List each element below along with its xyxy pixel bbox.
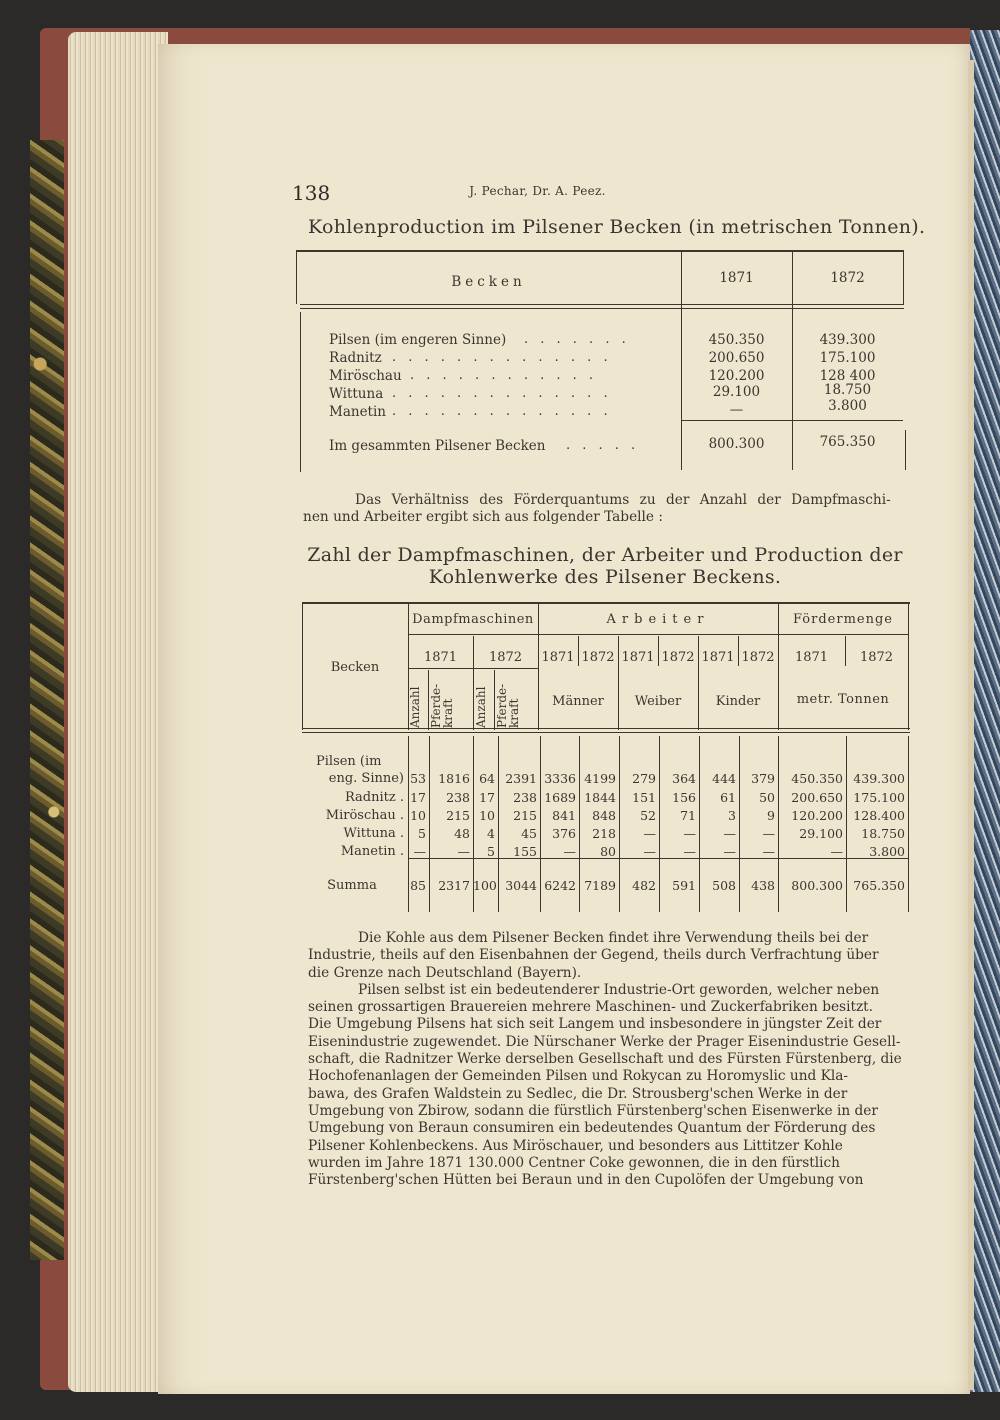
body-line: bawa, des Grafen Waldstein zu Sedlec, die Dr. Strousberg'schen Werke in der (308, 1085, 848, 1102)
table1-total-name: Im gesammten Pilsener Becken (329, 438, 546, 454)
table2-cell: — (413, 844, 426, 859)
table2-sum-cell: 591 (672, 878, 696, 893)
table1-cell: 120.200 (708, 368, 765, 384)
table2-cell: — (723, 844, 736, 859)
table2-sum-cell: 800.300 (791, 878, 843, 893)
table1-row-name: Wittuna (329, 386, 384, 402)
table2-cell: 120.200 (791, 808, 843, 823)
table2-cell: 156 (672, 790, 696, 805)
table2-cell: 48 (454, 826, 470, 841)
table2-row-name: Radnitz . (344, 790, 404, 805)
page-edges (68, 32, 168, 1392)
intro-line: nen und Arbeiter ergibt sich aus folgender Tabelle : (303, 509, 663, 526)
table1-cell: 200.650 (708, 350, 765, 366)
table2-sum-cell: 482 (632, 878, 656, 893)
table2-cell: 3.800 (869, 844, 905, 859)
table1-header-becken: Becken (451, 274, 526, 290)
table1-cell: 18.750 (823, 382, 872, 398)
table2-cell: 18.750 (861, 826, 905, 841)
table1-cell: 439.300 (819, 332, 876, 348)
table2-year: 1872 (661, 650, 695, 665)
table2-cell: 376 (552, 826, 576, 841)
table2-row-name: eng. Sinne) (328, 771, 404, 786)
table1-total-cell: 765.350 (819, 434, 876, 450)
table1-cell: 175.100 (819, 350, 876, 366)
table2-year: 1871 (541, 650, 575, 665)
table2-cell: — (643, 826, 656, 841)
table2-cell: 3 (728, 808, 736, 823)
table1-row-name: Pilsen (im engeren Sinne) (329, 332, 507, 348)
table2-cell: 9 (767, 808, 775, 823)
table2-cell: 4199 (584, 771, 616, 786)
table2-cell: 215 (513, 808, 537, 823)
table2-title (300, 544, 910, 588)
table2-cell: 364 (672, 771, 696, 786)
table2-cell: 439.300 (853, 771, 905, 786)
table2-cell: — (683, 826, 696, 841)
body-line: Umgebung von Beraun consumiren ein bedeutendes Quantum der Förderung des (308, 1120, 876, 1137)
table2-sum-cell: 6242 (544, 878, 576, 893)
table2-sub-anzahl: Anzahl (408, 686, 422, 728)
table2-cell: — (762, 844, 775, 859)
table2-header-dampf: Dampfmaschinen (412, 612, 534, 627)
leader-dots: . . . . . . . . . . . . . . (392, 404, 612, 419)
body-line: Eisenindustrie zugewendet. Die Nürschaner Werke der Prager Eisenindustrie Gesell- (308, 1033, 901, 1050)
table2-cell: — (683, 844, 696, 859)
table2-row-name: Miröschau . (325, 808, 404, 823)
table2-cell: 52 (640, 808, 656, 823)
body-line: Fürstenberg'schen Hütten bei Beraun und in den Cupolöfen der Umgebung von (308, 1172, 864, 1189)
table2-cell: 175.100 (853, 790, 905, 805)
table2-cell: — (643, 844, 656, 859)
table1-cell: 450.350 (708, 332, 765, 348)
table2-year: 1872 (859, 650, 894, 665)
table2-title-line: Kohlenwerke des Pilsener Beckens. (428, 566, 782, 588)
table2-cell: 379 (751, 771, 775, 786)
table2-sum-cell: 438 (751, 878, 775, 893)
body-line: Die Kohle aus dem Pilsener Becken findet ihre Verwendung theils bei der (358, 930, 869, 946)
table2-cell: 53 (410, 771, 426, 786)
table1-row-name: Radnitz (329, 350, 382, 366)
table2-cell: 1816 (438, 771, 470, 786)
table2-cell: 3336 (544, 771, 576, 786)
table2-sub-kinder: Kinder (715, 694, 761, 709)
table2-year: 1872 (581, 650, 615, 665)
table2-cell: 1689 (544, 790, 576, 805)
body-line: Industrie, theils auf den Eisenbahnen der Gegend, theils durch Verfrachtung über (308, 947, 879, 964)
table2-year: 1871 (423, 650, 458, 665)
table2-sum-cell: 100 (473, 878, 497, 893)
table2-cell: 5 (487, 844, 495, 859)
table2-header-becken: Becken (330, 660, 380, 675)
body-line: Pilsen selbst ist ein bedeutenderer Industrie-Ort geworden, welcher neben (358, 981, 880, 998)
table2-sub-pferdekraft: Pferde-kraft (495, 683, 521, 728)
running-head-text: J. Pechar, Dr. A. Peez. (469, 184, 606, 198)
body-line: schaft, die Radnitzer Werke derselben Gesellschaft und des Fürsten Fürstenberg, die (308, 1051, 902, 1068)
leader-dots: . . . . . . . (524, 332, 630, 347)
body-line: seinen grossartigen Brauereien mehrere Maschinen- und Zuckerfabriken besitzt. (308, 999, 874, 1016)
table2-header-arbeiter: Arbeiter (606, 612, 710, 627)
table2-cell: — (762, 826, 775, 841)
table2-cell: 64 (479, 771, 495, 786)
table1-cell: — (729, 402, 744, 418)
next-page-edge (968, 60, 974, 1390)
table2-year: 1871 (701, 650, 735, 665)
table2-cell: 4 (487, 826, 495, 841)
table2-year: 1872 (741, 650, 775, 665)
leader-dots: . . . . . . . . . . . . . . (392, 350, 612, 365)
body-line: Hochofenanlagen der Gemeinden Pilsen und Rokycan zu Horomyslic und Kla- (308, 1068, 849, 1085)
table1-row-name: Miröschau (329, 368, 402, 384)
page-number: 138 (292, 181, 331, 205)
table2-sub-maenner: Männer (552, 694, 604, 709)
table2-sub-weiber: Weiber (634, 694, 682, 709)
table2-sum-cell: 3044 (505, 878, 537, 893)
body-line: Die Umgebung Pilsens hat sich seit Langem und insbesondere in jüngster Zeit der (308, 1016, 882, 1033)
table2-cell: — (723, 826, 736, 841)
leader-dots: . . . . . . . . . . . . (410, 368, 598, 383)
table2-cell: — (563, 844, 576, 859)
body-text (308, 930, 918, 1189)
table2-cell: 215 (446, 808, 470, 823)
table2-sum-cell: 85 (410, 878, 426, 893)
table2-cell: 17 (410, 790, 426, 805)
marbled-endpaper-left (30, 140, 64, 1260)
intro-line: Das Verhältniss des Förderquantums zu der Anzahl der Dampfmaschi- (355, 492, 891, 508)
table2-cell: — (830, 844, 843, 859)
table2-cell: 238 (446, 790, 470, 805)
table2-cell: 10 (479, 808, 495, 823)
table2-cell: 238 (513, 790, 537, 805)
table1-total-cell: 800.300 (708, 436, 765, 452)
table1-title: Kohlenproduction im Pilsener Becken (in metrischen Tonnen). (308, 216, 926, 238)
body-line: Umgebung von Zbirow, sodann die fürstlich Fürstenberg'schen Eisenwerke in der (308, 1102, 878, 1119)
body-line: wurden im Jahre 1871 130.000 Centner Coke gewonnen, die in den fürstlich (308, 1154, 840, 1171)
table2-cell: 80 (600, 844, 616, 859)
book-page (158, 44, 970, 1394)
table2-year: 1872 (488, 650, 523, 665)
table1-header-1872: 1872 (830, 270, 865, 286)
table2-cell: 200.650 (791, 790, 843, 805)
table2-cell: 71 (680, 808, 696, 823)
table2-cell: 1844 (584, 790, 616, 805)
table2-row-name: Pilsen (im (316, 754, 382, 769)
table2-year: 1871 (621, 650, 655, 665)
table2-cell: 17 (479, 790, 495, 805)
table1-cell: 29.100 (712, 384, 761, 400)
table2-cell: 450.350 (791, 771, 843, 786)
table2-cell: 29.100 (799, 826, 843, 841)
leader-dots: . . . . . (566, 438, 640, 453)
table2-cell: 2391 (505, 771, 537, 786)
table2-sum-name: Summa (327, 878, 377, 893)
table2-cell: 10 (410, 808, 426, 823)
table2-header-foerder: Fördermenge (793, 612, 893, 627)
table2-cell: — (457, 844, 470, 859)
intro-paragraph (303, 492, 908, 527)
table2-cell: 128.400 (853, 808, 905, 823)
body-line: Pilsener Kohlenbeckens. Aus Miröschauer, und besonders aus Littitzer Kohle (308, 1137, 843, 1154)
table2-cell: 151 (632, 790, 656, 805)
leader-dots: . . . . . . . . . . . . . . (392, 386, 612, 401)
table2-sum-cell: 765.350 (853, 878, 905, 893)
table2-sub-anzahl: Anzahl (474, 686, 488, 728)
table2-cell: 50 (759, 790, 775, 805)
table2-sub-tonnen: metr. Tonnen (796, 692, 890, 707)
table2-sub-pferdekraft: Pferde-kraft (429, 683, 455, 728)
marbled-endpaper-right (970, 30, 1000, 1392)
table2-cell: 279 (632, 771, 656, 786)
table2-cell: 45 (521, 826, 537, 841)
table2-cell: 444 (712, 771, 736, 786)
table2-year: 1871 (794, 650, 829, 665)
table2-title-line: Zahl der Dampfmaschinen, der Arbeiter und Production der (307, 544, 903, 566)
table1-header-1871: 1871 (719, 270, 754, 286)
table2-cell: 155 (513, 844, 537, 859)
table1-cell: 128 400 (819, 368, 876, 384)
table1-row-name: Manetin (329, 404, 386, 420)
table2-cell: 218 (592, 826, 616, 841)
table2-row-name: Wittuna . (343, 826, 404, 841)
table2-sum-cell: 2317 (438, 878, 470, 893)
table2-cell: 841 (552, 808, 576, 823)
body-line: die Grenze nach Deutschland (Bayern). (308, 964, 582, 981)
running-head (0, 184, 1000, 198)
table2-cell: 61 (720, 790, 736, 805)
table2-sum-cell: 508 (712, 878, 736, 893)
table2-sum-cell: 7189 (584, 878, 616, 893)
table2-row-name: Manetin . (340, 844, 404, 859)
table1-cell: 3.800 (828, 398, 867, 414)
table2-cell: 848 (592, 808, 616, 823)
table2-cell: 5 (418, 826, 426, 841)
